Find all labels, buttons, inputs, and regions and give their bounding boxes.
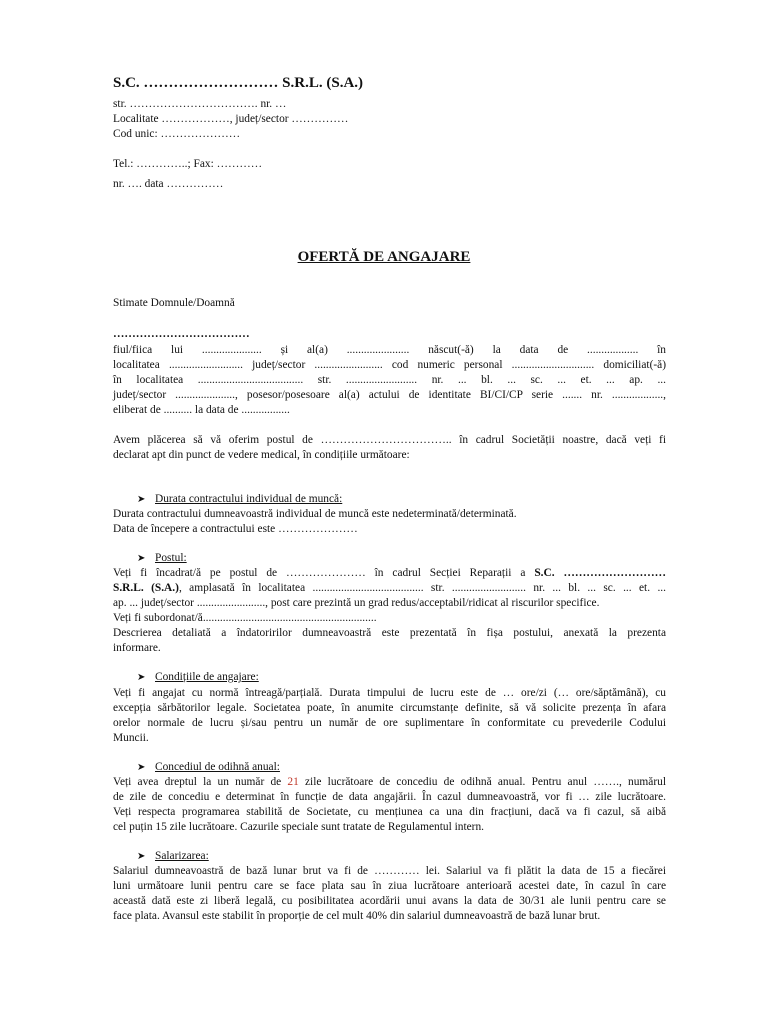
- salutation: Stimate Domnule/Doamnă: [113, 297, 235, 309]
- recipient-line: fiul/fiica lui ..................... și al(a) ...................... născut(-ă) la data de .................. în: [113, 344, 666, 356]
- arrow-bullet-icon: ➤: [137, 851, 146, 862]
- company-phone-fax: Tel.: …………..; Fax: …………: [113, 158, 263, 170]
- duration-line: Data de începere a contractului este …………………: [113, 523, 358, 535]
- arrow-bullet-icon: ➤: [137, 553, 146, 564]
- arrow-bullet-icon: ➤: [137, 762, 146, 773]
- company-street: str. ……………………………. nr. …: [113, 98, 287, 110]
- conditions-line: excepția sărbătorilor legale. Societatea poate, în anumite circumstanțe definite, să vă solicite prezența în afara: [113, 702, 666, 714]
- post-line: Descrierea detaliată a îndatoririlor dumneavoastră este prezentată în fișa postului, anexată la prezenta: [113, 627, 666, 639]
- conditions-line: orelor normale de lucru și/sau pentru un număr de ore suplimentare în conformitate cu prevederile Codului: [113, 717, 666, 729]
- document-number-date: nr. …. data ……………: [113, 178, 224, 190]
- section-heading-label: Postul:: [155, 552, 187, 564]
- section-heading-label: Concediul de odihnă anual:: [155, 761, 280, 773]
- section-heading-leave: [137, 760, 637, 775]
- recipient-name-line: ………………………………: [113, 328, 250, 340]
- section-heading-salary: [137, 849, 637, 864]
- company-name: S.C. ……………………… S.R.L. (S.A.): [113, 75, 364, 91]
- salary-line: face plata. Avansul este stabilit în proporție de cel mult 40% din salariul dumneavoastră de bază lunar brut.: [113, 910, 601, 922]
- company-unique-code: Cod unic: …………………: [113, 128, 241, 140]
- section-heading-label: Condițiile de angajare:: [155, 671, 259, 683]
- section-heading-duration: [137, 492, 637, 507]
- section-heading-post: [137, 551, 637, 566]
- post-line: informare.: [113, 642, 161, 654]
- salary-line: Salariul dumneavoastră de bază lunar brut va fi de ………… lei. Salariul va fi plătit la data de 15 a fiecărei: [113, 865, 666, 877]
- post-company-type: S.R.L. (S.A.): [113, 582, 179, 594]
- recipient-line: eliberat de .......... la data de .................: [113, 404, 290, 416]
- post-line: Veți fi subordonat/ă.............................................................: [113, 612, 377, 624]
- section-heading-label: Durata contractului individual de muncă:: [155, 493, 343, 505]
- conditions-line: Muncii.: [113, 732, 149, 744]
- post-line: [113, 581, 666, 596]
- leave-line-text: zile lucrătoare de concediu de odihnă anual. Pentru anul ……., numărul: [298, 776, 666, 788]
- leave-line-text: Veți avea dreptul la un număr de: [113, 776, 288, 788]
- leave-days-value: 21: [287, 776, 299, 788]
- post-line-text: , amplasată în localitatea ....................................... str. .......................... nr. ... bl. ... sc. ... et. ...: [178, 582, 666, 594]
- duration-line: Durata contractului dumneavoastră individual de muncă este nedeterminată/determinată.: [113, 508, 517, 520]
- intro-line: declarat apt din punct de vedere medical, în condițiile următoare:: [113, 449, 410, 461]
- company-locality: Localitate ………………, județ/sector ……………: [113, 113, 349, 125]
- salary-line: această dată este zi liberă legală, cu posibilitatea acordării unui avans la data de 30/31 ale lunii pentru care se: [113, 895, 666, 907]
- arrow-bullet-icon: ➤: [137, 672, 146, 683]
- leave-line: Veți respecta programarea stabilită de Societate, cu mențiunea ca una din fracțiuni, dacă va fi cazul, să aibă: [113, 806, 666, 818]
- conditions-line: Veți fi angajat cu normă întreagă/parțială. Durata timpului de lucru este de … ore/zi (… ore/săptămână), cu: [113, 687, 666, 699]
- post-line-text: Veți fi încadrat/ă pe postul de ………………… în cadrul Secției Reparații a: [113, 567, 535, 579]
- salary-line: luni următoare lunii pentru care se face plata sau în ziua lucrătoare anterioară acestei date, în cazul în care: [113, 880, 666, 892]
- post-company-name: S.C. ………………………: [534, 567, 666, 579]
- section-heading-conditions: [137, 670, 637, 685]
- leave-line: cel puțin 15 zile lucrătoare. Cazurile speciale sunt tratate de Regulamentul intern.: [113, 821, 484, 833]
- post-line: ap. ... județ/sector ........................, post care prezintă un grad redus/acceptabil/ridicat al riscurilor specifice.: [113, 597, 600, 609]
- arrow-bullet-icon: ➤: [137, 494, 146, 505]
- recipient-line: județ/sector ....................., posesor/posesoare al(a) actului de identitate BI/CI/CP serie ....... nr. ..................,: [113, 389, 666, 401]
- leave-line: de zile de concediu e determinat în funcție de data angajării. În cazul dumneavoastră, vor fi … zile lucrătoare.: [113, 791, 666, 803]
- post-line: [113, 566, 666, 581]
- recipient-line: în localitatea ..................................... str. ......................... nr. ... bl. ... sc. ... et. ... ap. ...: [113, 374, 666, 386]
- intro-line: Avem plăcerea să vă oferim postul de …………………………….. în cadrul Societății noastre, dacă veți fi: [113, 434, 666, 446]
- recipient-line: localitatea .......................... județ/sector ........................ cod numeric personal ............................. domiciliat(-ă): [113, 359, 666, 371]
- leave-line: [113, 775, 666, 790]
- section-heading-label: Salarizarea:: [155, 850, 209, 862]
- document-title: OFERTĂ DE ANGAJARE: [297, 249, 471, 265]
